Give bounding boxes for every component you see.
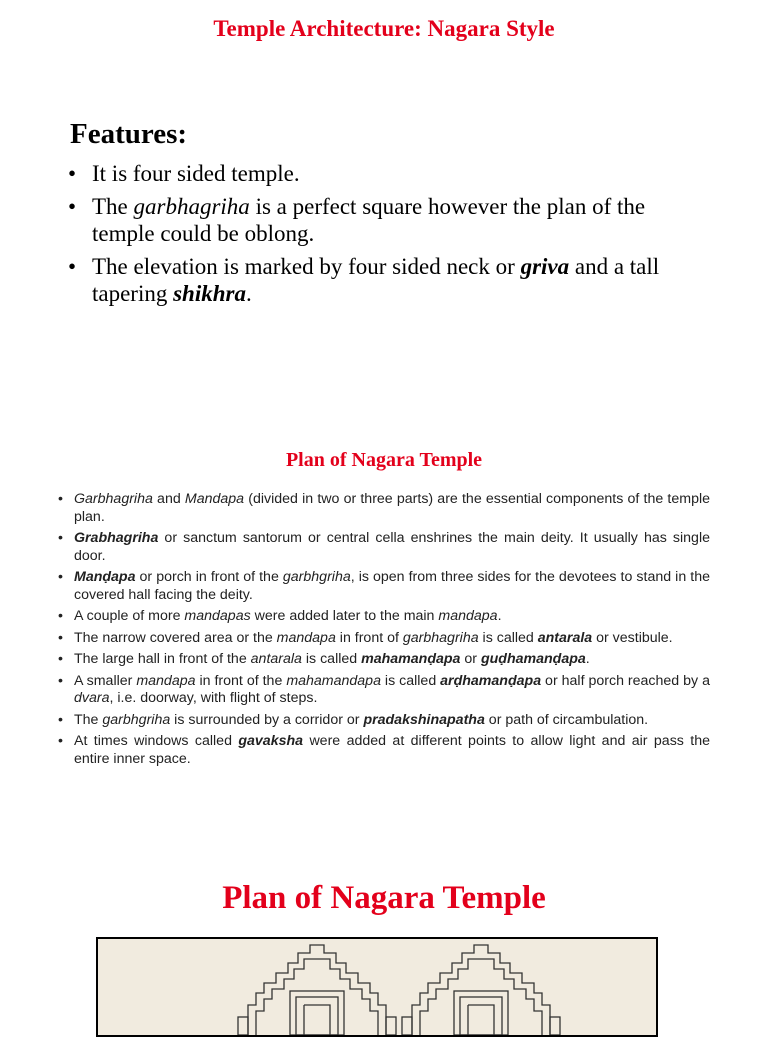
- plan-text-segment: At times windows called: [74, 733, 239, 749]
- feature-text-segment: .: [245, 281, 252, 306]
- feature-text-segment: and a tall tapering: [92, 254, 660, 306]
- plan-text-segment: mandapas: [184, 608, 251, 624]
- temple-plan-drawing: [98, 939, 656, 1035]
- plan-text-segment: or: [460, 651, 481, 667]
- plan-text-segment: in front of the: [195, 672, 287, 689]
- plan-text-segment: guḍhamanḍapa: [480, 651, 586, 667]
- plan-text-segment: , is open from three sides for the devotees to stand in the covered hall facing the deity.: [74, 569, 710, 603]
- plan-text-segment: were added later to the main: [250, 608, 439, 624]
- plan-text-segment: is called: [380, 672, 441, 689]
- plan-text-segment: mahamanḍapa: [361, 651, 461, 667]
- bullet-marker: •: [58, 608, 63, 624]
- temple-plan-image: [96, 937, 658, 1037]
- plan-text-segment: is surrounded by a corridor or: [170, 711, 364, 728]
- plan-text-segment: (divided in two or three parts) are the essential components of the temple plan.: [74, 491, 711, 525]
- plan-text-segment: The: [74, 711, 103, 728]
- plan-text-segment: .: [585, 651, 590, 667]
- plan-text-segment: Grabhagriha: [74, 530, 159, 546]
- features-list: [68, 160, 708, 313]
- plan-text-segment: antarala: [537, 629, 593, 646]
- plan-text-segment: were added at different points to allow light and air pass the entire inner space.: [74, 733, 710, 767]
- plan-item: [56, 673, 710, 708]
- bullet-marker: •: [58, 629, 63, 646]
- plan-item: [56, 608, 710, 626]
- bullet-marker: •: [58, 569, 63, 585]
- feature-item: [68, 160, 708, 187]
- plan-text-segment: or porch in front of the: [135, 569, 283, 585]
- plan-item: [56, 491, 710, 526]
- features-heading: Features:: [70, 118, 188, 150]
- plan-text-segment: garbhgriha: [102, 711, 171, 728]
- bullet-marker: •: [68, 194, 77, 219]
- plan-heading: Plan of Nagara Temple: [285, 449, 483, 471]
- plan-text-segment: Mandapa: [184, 491, 245, 507]
- bullet-marker: •: [68, 254, 77, 279]
- plan-text-segment: .: [497, 608, 502, 624]
- plan-text-segment: , i.e. doorway, with flight of steps.: [109, 690, 318, 706]
- plan-text-segment: Garbhagriha: [74, 491, 153, 507]
- feature-text-segment: griva: [520, 254, 570, 279]
- plan-item: [56, 569, 710, 604]
- plan-text-segment: or sanctum santorum or central cella enshrines the main deity. It usually has single door.: [74, 530, 710, 564]
- plan-text-segment: and: [152, 491, 185, 507]
- plan-text-segment: The narrow covered area or the: [74, 629, 277, 646]
- plan-text-segment: A smaller: [74, 672, 137, 689]
- plan-list: [56, 491, 710, 772]
- plan-text-segment: garbhgriha: [282, 569, 351, 585]
- plan-text-segment: mandapa: [438, 608, 498, 624]
- plan-text-segment: in front of: [335, 629, 403, 646]
- feature-text-segment: The: [92, 194, 134, 219]
- plan-text-segment: is called: [301, 651, 362, 667]
- plan-text-segment: is called: [478, 629, 538, 646]
- plan-text-segment: or path of circambulation.: [484, 711, 649, 728]
- plan-text-segment: Manḍapa: [74, 569, 136, 585]
- feature-text-segment: It is four sided temple.: [92, 161, 300, 186]
- plan-item: [56, 630, 710, 648]
- plan-text-segment: A couple of more: [74, 608, 185, 624]
- plan-item: [56, 530, 710, 565]
- feature-text-segment: The elevation is marked by four sided neck or: [92, 254, 521, 279]
- bullet-marker: •: [68, 161, 77, 186]
- bullet-marker: •: [58, 733, 63, 749]
- bullet-marker: •: [58, 651, 63, 667]
- bullet-marker: •: [58, 530, 63, 546]
- plan-text-segment: The large hall in front of the: [74, 651, 251, 667]
- plan-text-segment: antarala: [250, 651, 302, 667]
- bullet-marker: •: [58, 672, 63, 689]
- plan-text-segment: or vestibule.: [592, 629, 673, 646]
- page-title: Temple Architecture: Nagara Style: [213, 16, 555, 41]
- plan-text-segment: mandapa: [136, 672, 196, 689]
- feature-item: [68, 193, 708, 247]
- feature-text-segment: is a perfect square however the plan of the temple could be oblong.: [92, 194, 646, 246]
- feature-text-segment: shikhra: [173, 281, 246, 306]
- plan-text-segment: or half porch reached by a: [541, 672, 710, 689]
- plan-text-segment: dvara: [74, 690, 110, 706]
- feature-item: [68, 253, 708, 307]
- figure-heading: Plan of Nagara Temple: [222, 880, 546, 916]
- plan-text-segment: mandapa: [276, 629, 336, 646]
- plan-item: [56, 733, 710, 768]
- plan-text-segment: pradakshinapatha: [363, 711, 485, 728]
- feature-text-segment: garbhagriha: [133, 194, 250, 219]
- plan-text-segment: arḍhamanḍapa: [440, 672, 542, 689]
- bullet-marker: •: [58, 491, 63, 507]
- plan-text-segment: gavaksha: [238, 733, 304, 749]
- plan-item: [56, 712, 710, 730]
- plan-text-segment: mahamandapa: [286, 672, 381, 689]
- plan-text-segment: garbhagriha: [402, 629, 479, 646]
- bullet-marker: •: [58, 711, 63, 728]
- plan-item: [56, 651, 710, 669]
